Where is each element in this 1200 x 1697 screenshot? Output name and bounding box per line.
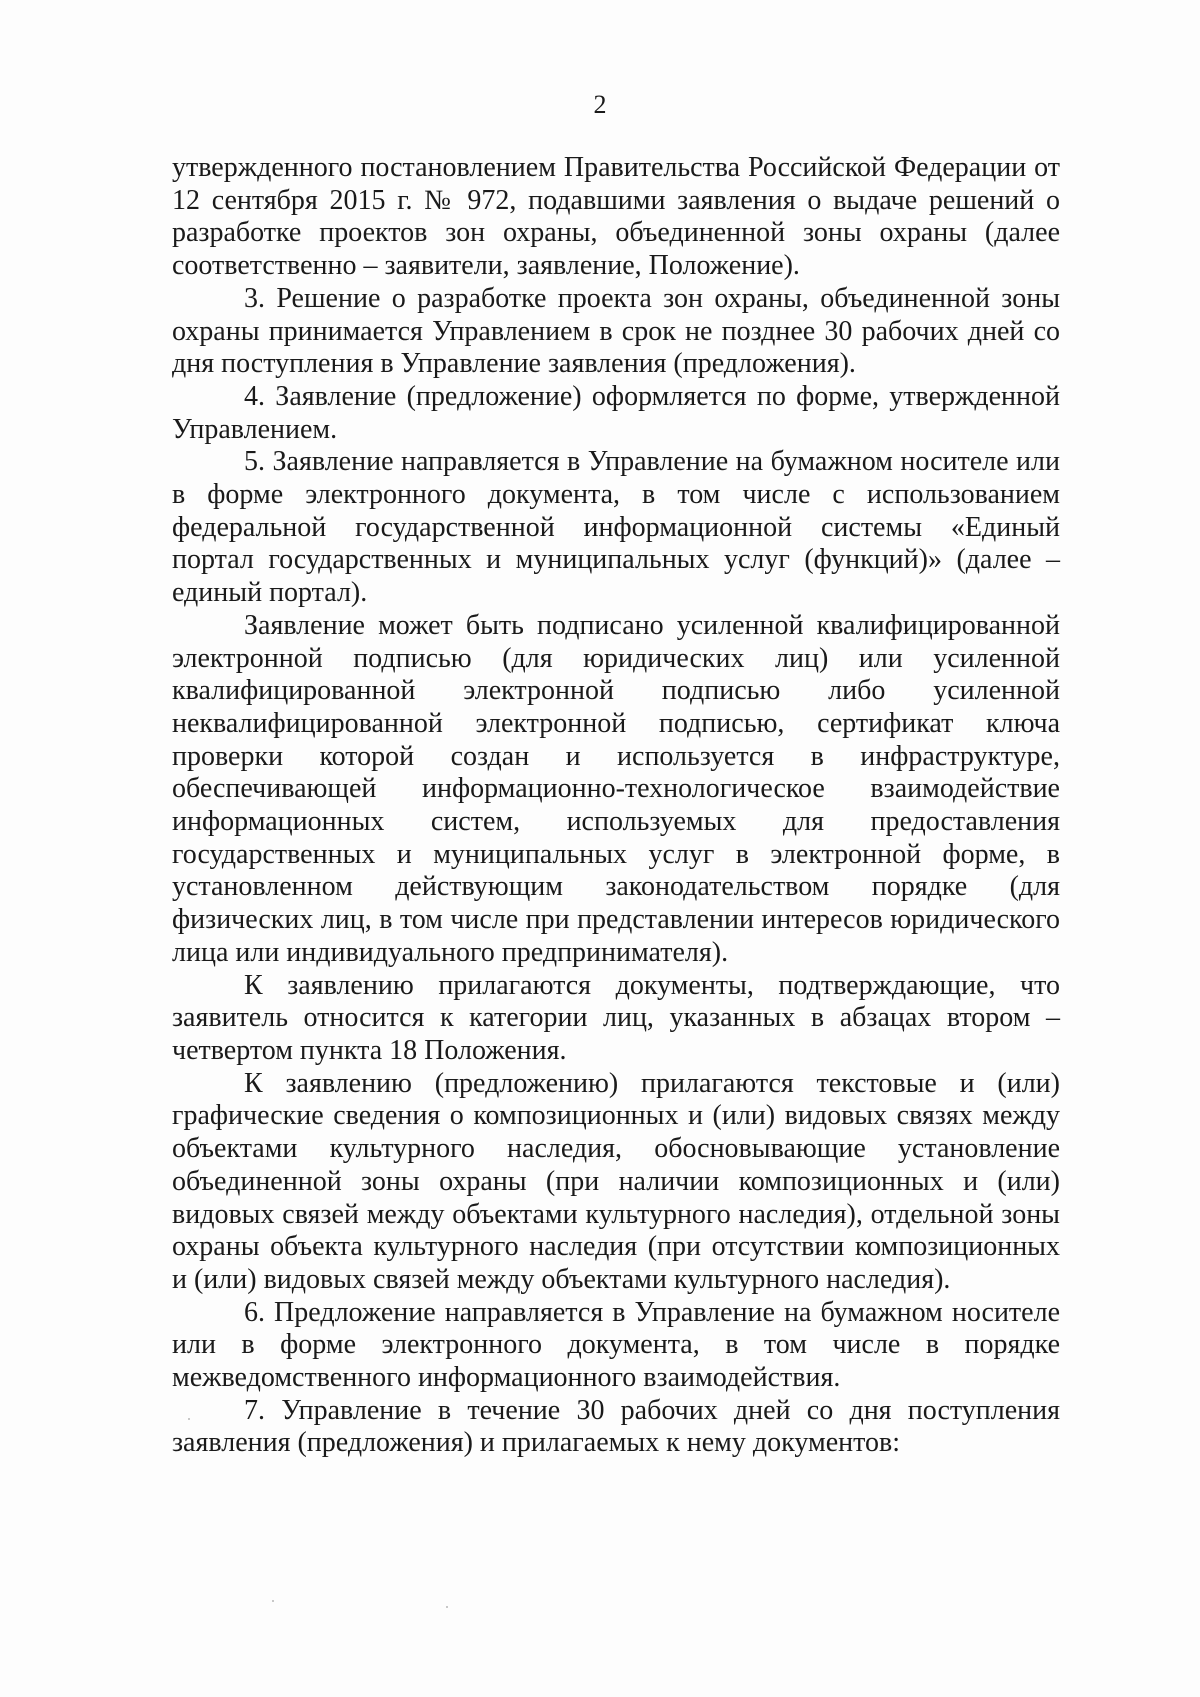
paragraph-signature: Заявление может быть подписано усиленной квалифицированной электронной подписью (для юридических лиц) или усиленной квалифицированной электронной подписью либо усиленной неквалифицированной электронной подписью, сертификат ключа проверки которой создан и используется в инфраструктуре, обеспечивающей информационно-технологическое взаимодействие информационных систем, используемых для предоставления государственных и муниципальных услуг в электронной форме, в установленном действующим законодательством порядке (для физических лиц, в том числе при представлении интересов юридического лица или индивидуального предпринимателя). [172, 609, 1060, 968]
page-number: 2 [593, 90, 607, 119]
paragraph-attachments-proposal: К заявлению (предложению) прилагаются текстовые и (или) графические сведения о композиционных и (или) видовых связях между объектами культурного наследия, обосновывающие установление объединенной зоны охраны (при наличии композиционных и (или) видовых связей между объектами культурного наследия), отдельной зоны охраны объекта культурного наследия (при отсутствии композиционных и (или) видовых связей между объектами культурного наследия). [172, 1067, 1060, 1295]
document-body [172, 152, 1060, 1460]
scan-speck [272, 1600, 274, 1602]
paragraph-item-3: 3. Решение о разработке проекта зон охраны, объединенной зоны охраны принимается Управлением в срок не позднее 30 рабочих дней со дня поступления в Управление заявления (предложения). [172, 282, 1060, 380]
paragraph-item-6: 6. Предложение направляется в Управление на бумажном носителе или в форме электронного документа, в том числе в порядке межведомственного информационного взаимодействия. [172, 1296, 1060, 1394]
paragraph-item-4: 4. Заявление (предложение) оформляется по форме, утвержденной Управлением. [172, 380, 1060, 445]
paragraph-continuation: утвержденного постановлением Правительства Российской Федерации от 12 сентября 2015 г. № 972, подавшими заявления о выдаче решений о разработке проектов зон охраны, объединенной зоны охраны (далее соответственно – заявители, заявление, Положение). [172, 152, 1060, 282]
scan-speck [446, 1606, 448, 1608]
paragraph-attachments-applicant: К заявлению прилагаются документы, подтверждающие, что заявитель относится к категории лиц, указанных в абзацах втором – четвертом пункта 18 Положения. [172, 969, 1060, 1066]
paragraph-item-5: 5. Заявление направляется в Управление на бумажном носителе или в форме электронного документа, в том числе с использованием федеральной государственной информационной системы «Единый портал государственных и муниципальных услуг (функций)» (далее – единый портал). [172, 446, 1060, 609]
paragraph-item-7: 7. Управление в течение 30 рабочих дней со дня поступления заявления (предложения) и прилагаемых к нему документов: [172, 1394, 1060, 1459]
scan-speck [188, 1418, 190, 1420]
